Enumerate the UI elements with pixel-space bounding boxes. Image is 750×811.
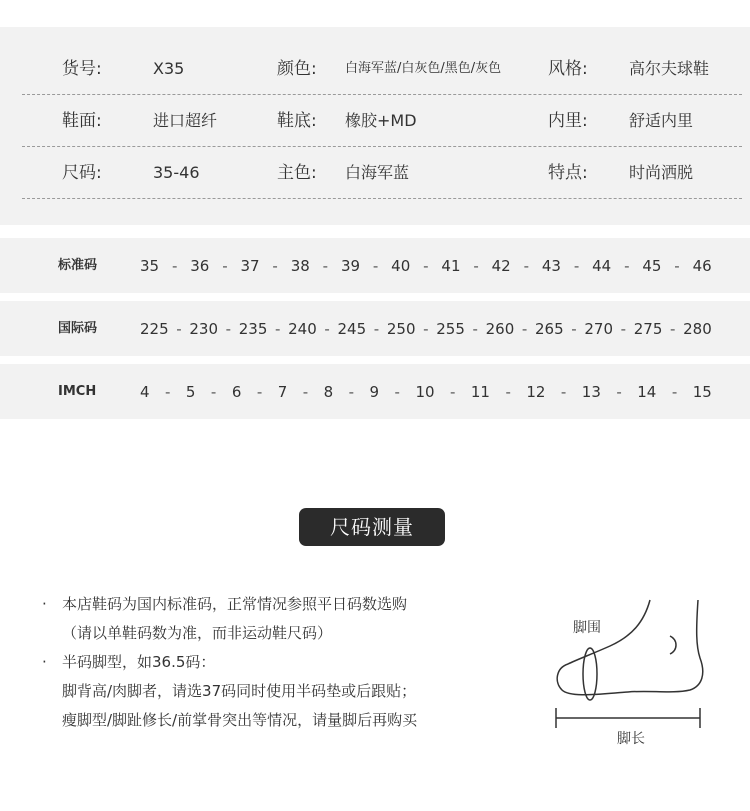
spec-value: 白海军蓝/白灰色/黑色/灰色 [345, 61, 502, 76]
size-separator: - [674, 256, 680, 275]
spec-label: 鞋面: [62, 111, 102, 131]
size-values [140, 301, 712, 356]
note-text: 脚背高/肉脚者，请选37码同时使用半码垫或后跟贴； [62, 682, 417, 700]
size-value: 15 [692, 382, 712, 401]
size-separator: - [624, 256, 630, 275]
size-value: 36 [190, 256, 210, 275]
size-separator: - [423, 256, 429, 275]
spec-label: 货号: [62, 59, 102, 79]
size-value: 44 [592, 256, 612, 275]
size-value: 235 [238, 319, 268, 338]
size-value: 43 [541, 256, 561, 275]
bullet: · [42, 653, 47, 671]
size-separator: - [222, 256, 228, 275]
note-text: （请以单鞋码数为准，而非运动鞋尺码） [62, 624, 333, 642]
size-value: 270 [584, 319, 614, 338]
spec-label: 尺码: [62, 163, 102, 183]
size-value: 11 [470, 382, 490, 401]
spec-value: 舒适内里 [629, 111, 694, 130]
size-separator: - [225, 319, 232, 338]
size-value: 8 [323, 382, 334, 401]
size-separator: - [560, 382, 567, 401]
size-values [140, 238, 712, 293]
spec-value: 橡胶+MD [345, 111, 417, 130]
size-separator: - [302, 382, 309, 401]
size-separator: - [210, 382, 217, 401]
size-value: 4 [140, 382, 150, 401]
spec-value: 白海军蓝 [345, 163, 410, 182]
spec-value: 35-46 [153, 163, 200, 182]
size-separator: - [275, 319, 281, 338]
size-separator: - [394, 382, 400, 401]
size-separator: - [348, 382, 355, 401]
size-value: 35 [140, 256, 160, 275]
note-text: 半码脚型，如36.5码： [62, 653, 216, 671]
spec-row [22, 43, 742, 95]
size-separator: - [373, 319, 380, 338]
size-separator: - [573, 256, 580, 275]
spec-panel [0, 27, 750, 225]
note-text: 本店鞋码为国内标准码，正常情况参照平日码数选购 [62, 595, 408, 613]
size-value: 46 [692, 256, 712, 275]
size-separator: - [523, 256, 530, 275]
size-separator: - [472, 319, 478, 338]
size-separator: - [423, 319, 429, 338]
size-value: 14 [637, 382, 657, 401]
foot-length-label: 脚长 [617, 731, 645, 747]
spec-label: 鞋底: [277, 111, 317, 131]
size-value: 255 [436, 319, 465, 338]
size-value: 45 [642, 256, 662, 275]
size-value: 250 [386, 319, 416, 338]
size-separator: - [620, 319, 627, 338]
size-value: 230 [189, 319, 219, 338]
size-separator: - [670, 319, 676, 338]
size-separator: - [571, 319, 577, 338]
size-value: 6 [231, 382, 242, 401]
size-separator: - [176, 319, 182, 338]
size-separator: - [616, 382, 622, 401]
size-values [140, 364, 712, 419]
size-row-inch [0, 364, 750, 419]
dashed-divider [22, 198, 742, 199]
spec-label: 颜色: [277, 59, 317, 79]
size-value: 10 [415, 382, 435, 401]
size-separator: - [272, 256, 278, 275]
size-value: 225 [140, 319, 169, 338]
size-value: 280 [683, 319, 712, 338]
size-value: 7 [277, 382, 288, 401]
spec-label: 主色: [277, 163, 317, 183]
spec-label: 内里: [548, 111, 588, 131]
spec-value: 高尔夫球鞋 [629, 59, 710, 78]
size-value: 13 [581, 382, 601, 401]
size-separator: - [324, 319, 330, 338]
size-value: 260 [485, 319, 515, 338]
size-value: 275 [633, 319, 663, 338]
size-value: 265 [535, 319, 564, 338]
spec-row [22, 147, 742, 199]
foot-girth-label: 脚围 [573, 620, 601, 636]
size-value: 37 [240, 256, 260, 275]
size-row-label: 国际码 [58, 321, 98, 336]
size-row-international [0, 301, 750, 356]
size-separator: - [671, 382, 678, 401]
size-separator: - [322, 256, 329, 275]
spec-label: 风格: [548, 59, 588, 79]
size-separator: - [473, 256, 479, 275]
spec-value: 时尚洒脱 [629, 163, 694, 182]
spec-row [22, 95, 742, 147]
size-row-label: IMCH [58, 384, 97, 399]
spec-value: 进口超纤 [153, 111, 218, 130]
size-separator: - [521, 319, 528, 338]
size-separator: - [505, 382, 511, 401]
size-value: 9 [369, 382, 380, 401]
note-text: 瘦脚型/脚趾修长/前掌骨突出等情况，请量脚后再购买 [62, 711, 418, 729]
size-value: 39 [340, 256, 361, 275]
size-value: 5 [185, 382, 196, 401]
size-value: 41 [441, 256, 461, 275]
size-separator: - [372, 256, 379, 275]
size-value: 240 [288, 319, 317, 338]
size-separator: - [171, 256, 178, 275]
spec-label: 特点: [548, 163, 588, 183]
size-value: 38 [290, 256, 310, 275]
size-value: 42 [491, 256, 511, 275]
size-value: 245 [337, 319, 367, 338]
foot-measure-diagram [540, 590, 720, 760]
size-separator: - [450, 382, 456, 401]
size-value: 40 [391, 256, 411, 275]
size-row-label: 标准码 [58, 258, 98, 273]
bullet: · [42, 595, 47, 613]
size-row-standard [0, 238, 750, 293]
section-title: 尺码测量 [299, 508, 445, 546]
spec-value: X35 [153, 59, 185, 78]
size-value: 12 [526, 382, 546, 401]
size-separator: - [165, 382, 171, 401]
size-separator: - [256, 382, 263, 401]
